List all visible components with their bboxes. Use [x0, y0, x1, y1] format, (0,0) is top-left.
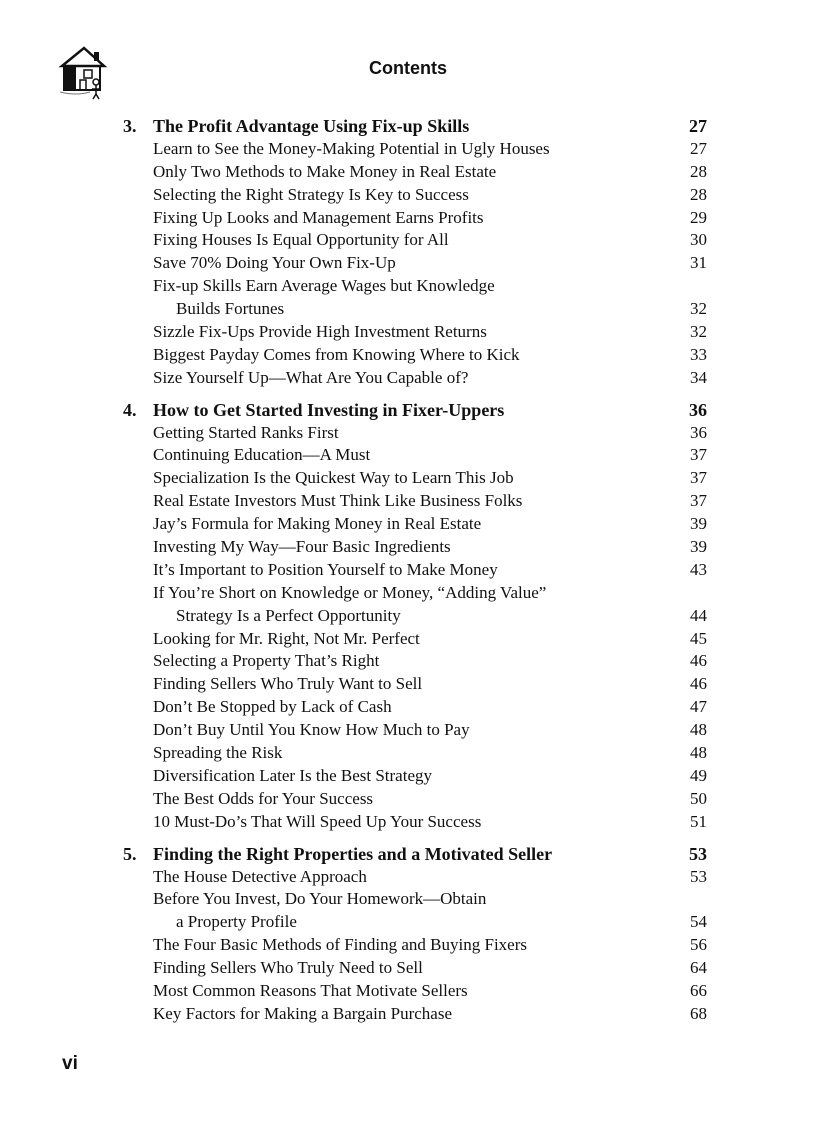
- section-entry[interactable]: [0, 467, 816, 490]
- section-entry[interactable]: [0, 229, 816, 252]
- chapter-number: 3.: [123, 116, 137, 136]
- chapter-title: The Profit Advantage Using Fix-up Skills: [153, 116, 470, 136]
- section-title: Selecting a Property That’s Right: [153, 651, 380, 671]
- section-page-number: 50: [690, 788, 707, 808]
- section-title: Sizzle Fix-Ups Provide High Investment Returns: [153, 322, 487, 342]
- section-title: The Best Odds for Your Success: [153, 788, 374, 808]
- section-title: The Four Basic Methods of Finding and Buying Fixers: [153, 935, 527, 955]
- section-page-number: 36: [690, 422, 707, 442]
- chapter-block: [0, 399, 816, 834]
- chapter-title: Finding the Right Properties and a Motivated Seller: [153, 843, 553, 864]
- chapter-page-number: 36: [689, 399, 707, 420]
- section-title-continued: Builds Fortunes: [176, 299, 285, 319]
- section-page-number: 68: [690, 1003, 707, 1023]
- section-entry[interactable]: [0, 252, 816, 275]
- chapter-page-number: 53: [689, 843, 707, 864]
- section-page-number: 39: [690, 514, 707, 534]
- section-page-number: 46: [690, 651, 707, 671]
- page-title: Contents: [369, 58, 447, 78]
- section-page-number: 37: [690, 468, 707, 488]
- chapter-number: 4.: [123, 399, 137, 420]
- section-entry[interactable]: [0, 980, 816, 1003]
- section-page-number: 53: [690, 866, 707, 886]
- section-title: Biggest Payday Comes from Knowing Where to Kick: [153, 344, 520, 364]
- section-page-number: 46: [690, 674, 707, 694]
- section-page-number: 31: [690, 253, 707, 273]
- section-title-continued: a Property Profile: [176, 912, 297, 932]
- section-title: Investing My Way—Four Basic Ingredients: [153, 537, 451, 557]
- section-entry[interactable]: [0, 934, 816, 957]
- section-title: Don’t Be Stopped by Lack of Cash: [153, 697, 392, 717]
- page-folio: vi: [62, 1053, 78, 1074]
- section-page-number: 37: [690, 445, 707, 465]
- section-page-number: 43: [690, 559, 707, 579]
- section-page-number: 45: [690, 628, 707, 648]
- section-entry[interactable]: [0, 207, 816, 230]
- section-entry[interactable]: [0, 275, 816, 298]
- section-entry-continued[interactable]: [0, 298, 816, 321]
- chapter-block: [0, 115, 816, 390]
- section-page-number: 30: [690, 230, 707, 250]
- section-page-number: 28: [690, 161, 707, 181]
- section-page-number: 44: [690, 605, 707, 625]
- section-entry[interactable]: [0, 765, 816, 788]
- section-title: Continuing Education—A Must: [153, 445, 371, 465]
- section-entry[interactable]: [0, 673, 816, 696]
- section-title: Specialization Is the Quickest Way to Learn This Job: [153, 468, 514, 488]
- section-page-number: 47: [690, 697, 707, 717]
- section-entry[interactable]: [0, 444, 816, 467]
- section-entry[interactable]: [0, 321, 816, 344]
- chapter-page-number: 27: [689, 116, 707, 136]
- section-title: Fix-up Skills Earn Average Wages but Knowledge: [153, 276, 495, 296]
- section-title: Most Common Reasons That Motivate Sellers: [153, 980, 468, 1000]
- section-title: Save 70% Doing Your Own Fix-Up: [153, 253, 396, 273]
- section-title: Fixing Houses Is Equal Opportunity for All: [153, 230, 449, 250]
- chapter-title: How to Get Started Investing in Fixer-Uppers: [153, 399, 505, 420]
- section-title: Size Yourself Up—What Are You Capable of?: [153, 367, 469, 387]
- section-page-number: 48: [690, 743, 707, 763]
- section-entry[interactable]: [0, 811, 816, 834]
- section-entry[interactable]: [0, 138, 816, 161]
- section-title: Getting Started Ranks First: [153, 422, 339, 442]
- section-title: Spreading the Risk: [153, 743, 283, 763]
- section-entry[interactable]: [0, 367, 816, 390]
- section-entry[interactable]: [0, 422, 816, 445]
- section-page-number: 27: [690, 138, 707, 158]
- section-title-continued: Strategy Is a Perfect Opportunity: [176, 605, 401, 625]
- section-entry[interactable]: [0, 582, 816, 605]
- section-title: Don’t Buy Until You Know How Much to Pay: [153, 720, 470, 740]
- section-title: The House Detective Approach: [153, 866, 367, 886]
- chapter-number: 5.: [123, 843, 137, 864]
- section-title: 10 Must-Do’s That Will Speed Up Your Success: [153, 811, 482, 831]
- section-page-number: 33: [690, 344, 707, 364]
- section-page-number: 66: [690, 980, 707, 1000]
- section-entry[interactable]: [0, 490, 816, 513]
- section-entry[interactable]: [0, 161, 816, 184]
- section-entry[interactable]: [0, 719, 816, 742]
- section-entry[interactable]: [0, 559, 816, 582]
- section-entry[interactable]: [0, 536, 816, 559]
- section-page-number: 29: [690, 207, 707, 227]
- section-title: Finding Sellers Who Truly Need to Sell: [153, 958, 423, 978]
- section-page-number: 54: [690, 912, 707, 932]
- section-page-number: 39: [690, 537, 707, 557]
- section-title: Looking for Mr. Right, Not Mr. Perfect: [153, 628, 420, 648]
- section-title: Fixing Up Looks and Management Earns Profits: [153, 207, 484, 227]
- section-page-number: 49: [690, 765, 707, 785]
- section-entry[interactable]: [0, 866, 816, 889]
- section-title: If You’re Short on Knowledge or Money, “Adding Value”: [153, 582, 547, 602]
- section-entry[interactable]: [0, 742, 816, 765]
- section-title: Jay’s Formula for Making Money in Real Estate: [153, 514, 482, 534]
- section-page-number: 51: [690, 811, 707, 831]
- section-title: Learn to See the Money-Making Potential in Ugly Houses: [153, 138, 550, 158]
- section-page-number: 28: [690, 184, 707, 204]
- chapter-block: [0, 843, 816, 1026]
- section-page-number: 56: [690, 935, 707, 955]
- section-entry-continued[interactable]: [0, 911, 816, 934]
- section-page-number: 37: [690, 491, 707, 511]
- section-entry[interactable]: [0, 628, 816, 651]
- section-title: Finding Sellers Who Truly Want to Sell: [153, 674, 423, 694]
- section-entry[interactable]: [0, 1003, 816, 1026]
- section-entry[interactable]: [0, 184, 816, 207]
- chapter-heading[interactable]: [0, 399, 816, 422]
- section-entry[interactable]: [0, 650, 816, 673]
- section-entry[interactable]: [0, 344, 816, 367]
- section-entry[interactable]: [0, 696, 816, 719]
- section-entry-continued[interactable]: [0, 605, 816, 628]
- chapter-heading[interactable]: [0, 115, 816, 138]
- section-title: It’s Important to Position Yourself to Make Money: [153, 559, 498, 579]
- section-title: Real Estate Investors Must Think Like Business Folks: [153, 491, 523, 511]
- section-title: Key Factors for Making a Bargain Purchase: [153, 1003, 452, 1023]
- section-entry[interactable]: [0, 788, 816, 811]
- table-of-contents: [0, 115, 816, 1035]
- section-entry[interactable]: [0, 888, 816, 911]
- section-title: Diversification Later Is the Best Strategy: [153, 765, 432, 785]
- chapter-heading[interactable]: [0, 843, 816, 866]
- section-page-number: 34: [690, 367, 707, 387]
- section-entry[interactable]: [0, 513, 816, 536]
- section-page-number: 48: [690, 720, 707, 740]
- section-title: Before You Invest, Do Your Homework—Obtain: [153, 889, 487, 909]
- section-page-number: 64: [690, 958, 707, 978]
- section-title: Selecting the Right Strategy Is Key to Success: [153, 184, 469, 204]
- section-title: Only Two Methods to Make Money in Real Estate: [153, 161, 497, 181]
- section-entry[interactable]: [0, 957, 816, 980]
- section-page-number: 32: [690, 299, 707, 319]
- section-page-number: 32: [690, 322, 707, 342]
